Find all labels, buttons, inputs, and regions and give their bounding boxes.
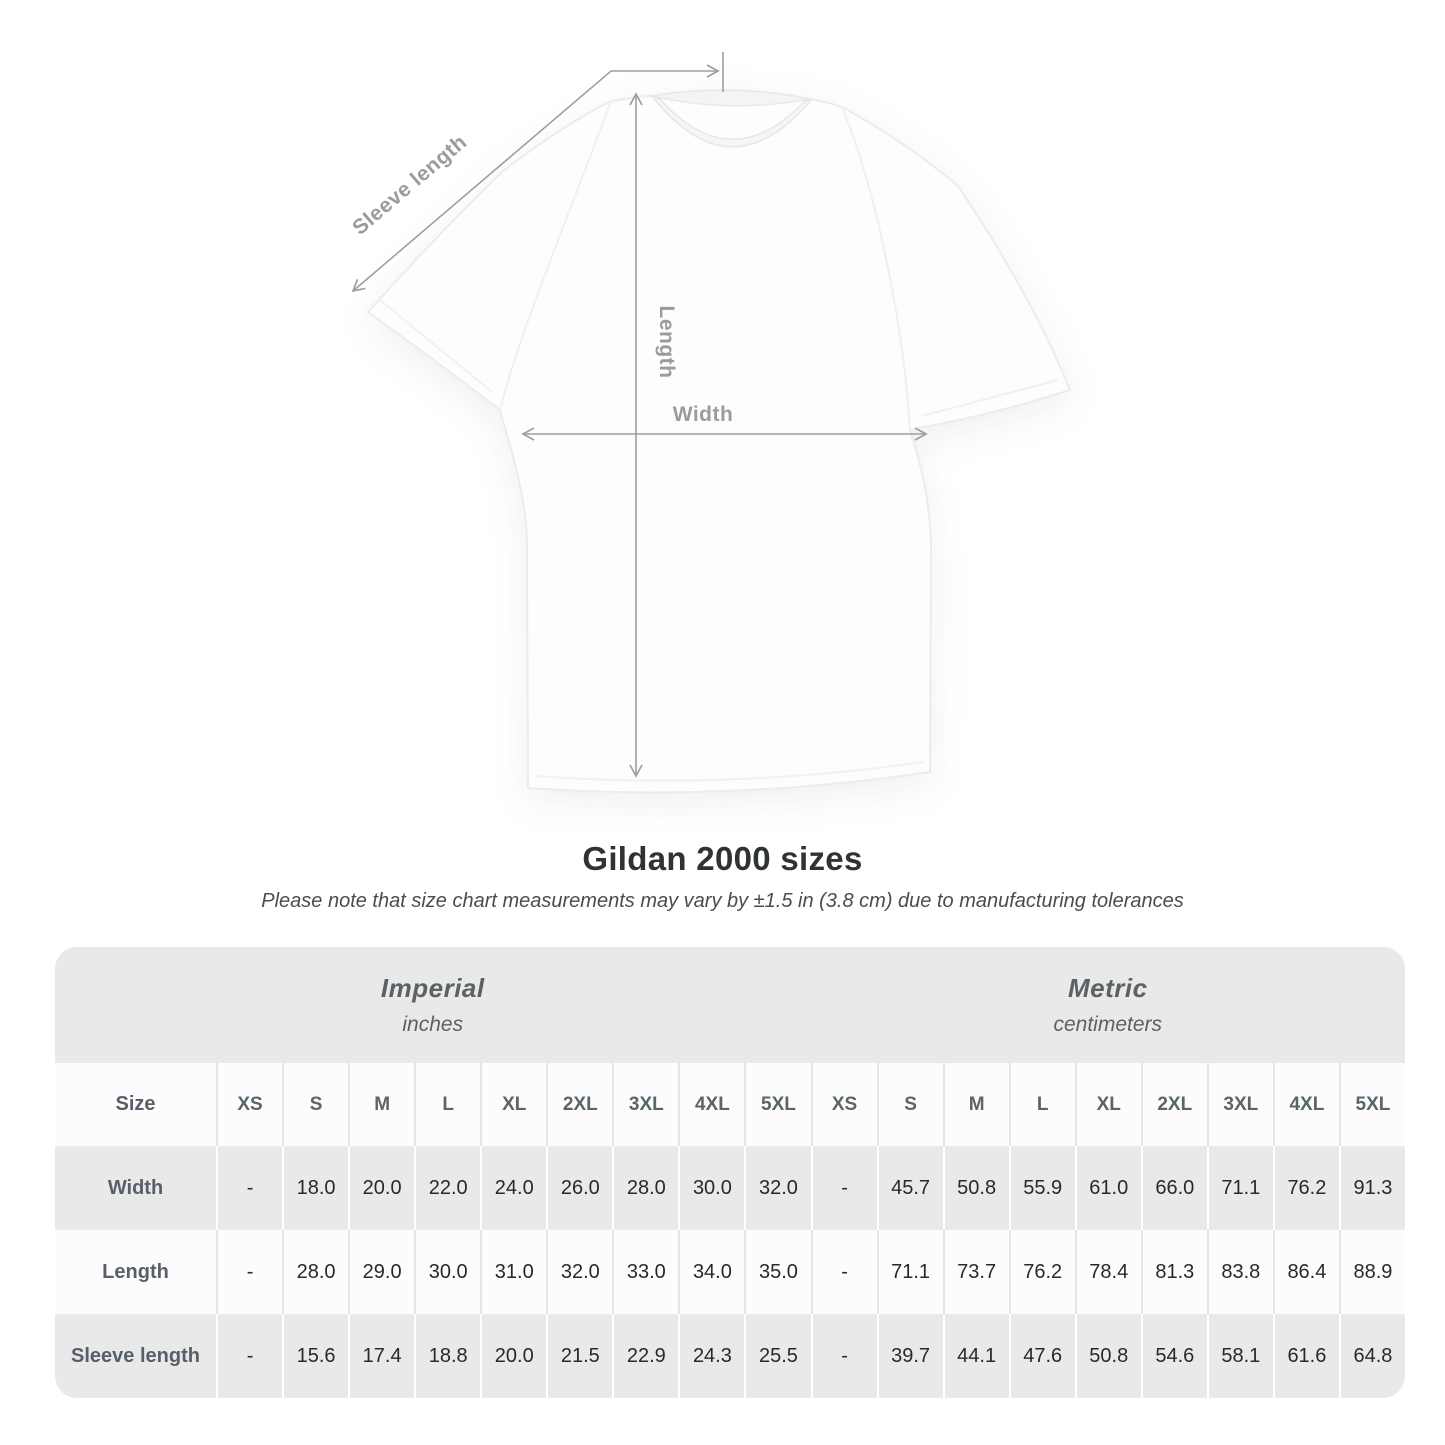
row-label-width: Width bbox=[55, 1146, 216, 1230]
cell-width-metric-xs: - bbox=[811, 1146, 877, 1230]
size-header-imperial-xl: XL bbox=[480, 1063, 546, 1146]
page-title: Gildan 2000 sizes bbox=[582, 840, 863, 877]
sleeve-length-label: Sleeve length bbox=[348, 130, 472, 240]
cell-length-metric-l: 76.2 bbox=[1009, 1230, 1075, 1314]
cell-width-imperial-l: 22.0 bbox=[414, 1146, 480, 1230]
cell-sleeve-length-imperial-2xl: 21.5 bbox=[546, 1314, 612, 1398]
cell-sleeve-length-metric-l: 47.6 bbox=[1009, 1314, 1075, 1398]
cell-sleeve-length-metric-xl: 50.8 bbox=[1075, 1314, 1141, 1398]
tolerance-note: Please note that size chart measurements may vary by ±1.5 in (3.8 cm) due to manufacturing tolerances bbox=[261, 890, 1184, 912]
cell-length-metric-xl: 78.4 bbox=[1075, 1230, 1141, 1314]
cell-width-imperial-xl: 24.0 bbox=[480, 1146, 546, 1230]
cell-length-imperial-4xl: 34.0 bbox=[678, 1230, 744, 1314]
cell-sleeve-length-imperial-4xl: 24.3 bbox=[678, 1314, 744, 1398]
size-header-imperial-5xl: 5XL bbox=[744, 1063, 810, 1146]
cell-width-metric-m: 50.8 bbox=[943, 1146, 1009, 1230]
metric-group-header bbox=[811, 947, 1406, 1063]
size-header-metric-3xl: 3XL bbox=[1207, 1063, 1273, 1146]
cell-width-metric-3xl: 71.1 bbox=[1207, 1146, 1273, 1230]
cell-sleeve-length-metric-m: 44.1 bbox=[943, 1314, 1009, 1398]
cell-width-metric-l: 55.9 bbox=[1009, 1146, 1075, 1230]
size-header-imperial-xs: XS bbox=[216, 1063, 282, 1146]
cell-length-metric-s: 71.1 bbox=[877, 1230, 943, 1314]
cell-length-imperial-5xl: 35.0 bbox=[744, 1230, 810, 1314]
cell-length-metric-3xl: 83.8 bbox=[1207, 1230, 1273, 1314]
cell-width-metric-s: 45.7 bbox=[877, 1146, 943, 1230]
cell-length-imperial-s: 28.0 bbox=[282, 1230, 348, 1314]
size-header-metric-m: M bbox=[943, 1063, 1009, 1146]
imperial-label: Imperial bbox=[380, 973, 485, 1003]
cell-length-imperial-l: 30.0 bbox=[414, 1230, 480, 1314]
cell-sleeve-length-metric-xs: - bbox=[811, 1314, 877, 1398]
cell-length-metric-xs: - bbox=[811, 1230, 877, 1314]
cell-sleeve-length-imperial-3xl: 22.9 bbox=[612, 1314, 678, 1398]
width-label: Width bbox=[672, 403, 734, 426]
size-column-header: Size bbox=[55, 1063, 216, 1146]
cell-sleeve-length-metric-s: 39.7 bbox=[877, 1314, 943, 1398]
cell-length-imperial-xs: - bbox=[216, 1230, 282, 1314]
cell-length-imperial-2xl: 32.0 bbox=[546, 1230, 612, 1314]
size-header-imperial-l: L bbox=[414, 1063, 480, 1146]
cell-width-imperial-s: 18.0 bbox=[282, 1146, 348, 1230]
cell-width-metric-5xl: 91.3 bbox=[1339, 1146, 1405, 1230]
cell-sleeve-length-metric-4xl: 61.6 bbox=[1273, 1314, 1339, 1398]
cell-sleeve-length-imperial-s: 15.6 bbox=[282, 1314, 348, 1398]
cell-length-imperial-m: 29.0 bbox=[348, 1230, 414, 1314]
cell-width-imperial-2xl: 26.0 bbox=[546, 1146, 612, 1230]
size-header-imperial-m: M bbox=[348, 1063, 414, 1146]
cell-length-imperial-xl: 31.0 bbox=[480, 1230, 546, 1314]
cell-width-imperial-4xl: 30.0 bbox=[678, 1146, 744, 1230]
cell-length-metric-m: 73.7 bbox=[943, 1230, 1009, 1314]
cell-sleeve-length-imperial-m: 17.4 bbox=[348, 1314, 414, 1398]
cell-width-metric-xl: 61.0 bbox=[1075, 1146, 1141, 1230]
size-header-imperial-s: S bbox=[282, 1063, 348, 1146]
row-label-length: Length bbox=[55, 1230, 216, 1314]
size-header-metric-xl: XL bbox=[1075, 1063, 1141, 1146]
cell-width-metric-2xl: 66.0 bbox=[1141, 1146, 1207, 1230]
cell-length-imperial-3xl: 33.0 bbox=[612, 1230, 678, 1314]
cell-length-metric-5xl: 88.9 bbox=[1339, 1230, 1405, 1314]
cell-sleeve-length-imperial-l: 18.8 bbox=[414, 1314, 480, 1398]
cell-sleeve-length-imperial-xs: - bbox=[216, 1314, 282, 1398]
title-block bbox=[0, 840, 1445, 913]
cell-sleeve-length-imperial-xl: 20.0 bbox=[480, 1314, 546, 1398]
metric-label: Metric bbox=[1067, 973, 1148, 1003]
size-header-metric-4xl: 4XL bbox=[1273, 1063, 1339, 1146]
cell-length-metric-2xl: 81.3 bbox=[1141, 1230, 1207, 1314]
size-header-metric-l: L bbox=[1009, 1063, 1075, 1146]
size-chart-table bbox=[55, 947, 1405, 1398]
cell-width-imperial-3xl: 28.0 bbox=[612, 1146, 678, 1230]
size-header-metric-5xl: 5XL bbox=[1339, 1063, 1405, 1146]
cell-length-metric-4xl: 86.4 bbox=[1273, 1230, 1339, 1314]
cell-sleeve-length-metric-2xl: 54.6 bbox=[1141, 1314, 1207, 1398]
cell-width-metric-4xl: 76.2 bbox=[1273, 1146, 1339, 1230]
cell-sleeve-length-metric-3xl: 58.1 bbox=[1207, 1314, 1273, 1398]
cell-sleeve-length-imperial-5xl: 25.5 bbox=[744, 1314, 810, 1398]
cell-width-imperial-xs: - bbox=[216, 1146, 282, 1230]
size-header-metric-xs: XS bbox=[811, 1063, 877, 1146]
cell-width-imperial-5xl: 32.0 bbox=[744, 1146, 810, 1230]
cell-width-imperial-m: 20.0 bbox=[348, 1146, 414, 1230]
metric-unit-label: centimeters bbox=[1053, 1013, 1163, 1036]
size-header-imperial-4xl: 4XL bbox=[678, 1063, 744, 1146]
size-header-imperial-2xl: 2XL bbox=[546, 1063, 612, 1146]
cell-sleeve-length-metric-5xl: 64.8 bbox=[1339, 1314, 1405, 1398]
size-header-metric-2xl: 2XL bbox=[1141, 1063, 1207, 1146]
imperial-group-header bbox=[55, 947, 811, 1063]
size-header-metric-s: S bbox=[877, 1063, 943, 1146]
imperial-unit-label: inches bbox=[402, 1013, 464, 1036]
length-label: Length bbox=[655, 305, 678, 379]
tshirt-illustration bbox=[368, 90, 1070, 792]
size-header-imperial-3xl: 3XL bbox=[612, 1063, 678, 1146]
row-label-sleeve-length: Sleeve length bbox=[55, 1314, 216, 1398]
